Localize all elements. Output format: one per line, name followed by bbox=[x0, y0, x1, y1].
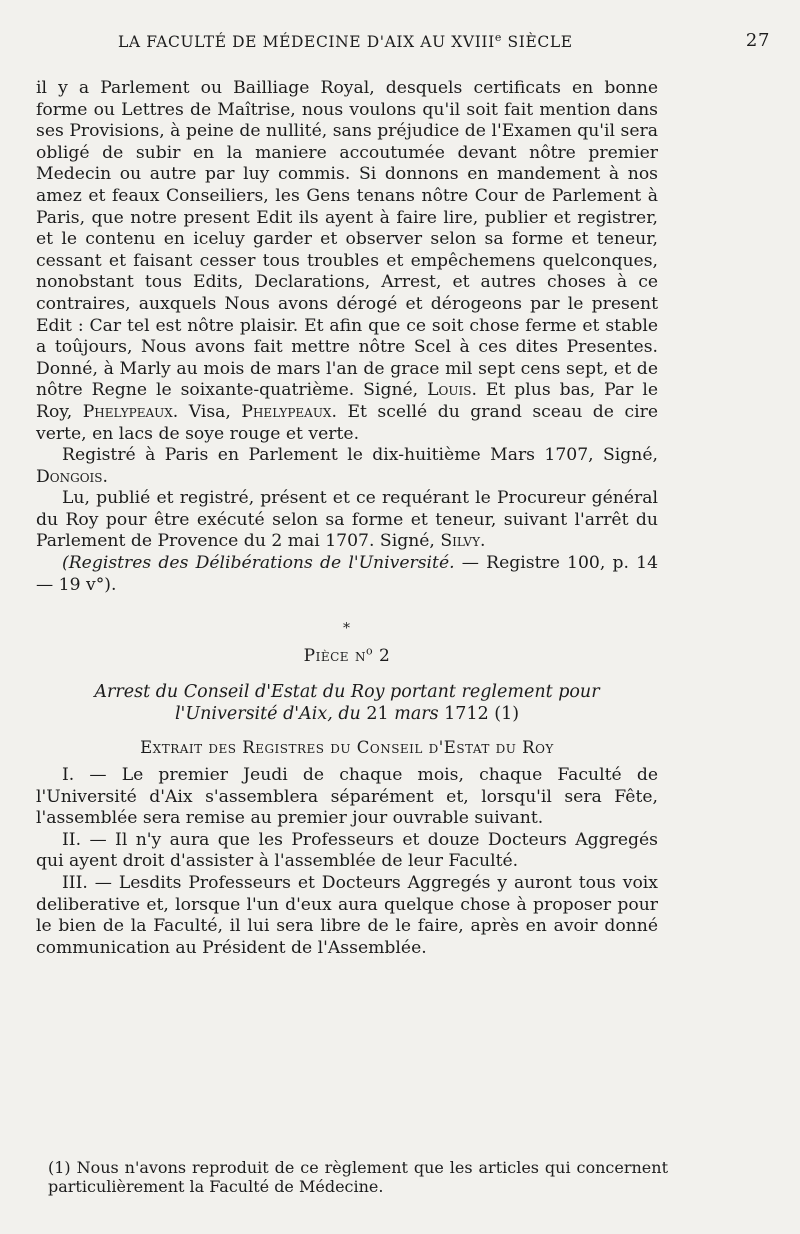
footnote bbox=[48, 1158, 668, 1196]
piece-heading: Pièce $n^o$ 2 bbox=[303, 644, 391, 666]
footnote-text: (1) Nous n'avons reproduit de ce règlement que les articles qui concernent particulièrement la Faculté de Médecine. bbox=[48, 1158, 668, 1196]
edict-closing-paragraph: il y a Parlement ou Bailliage Royal, desquels certificats en bonne forme ou Lettres de Maîtrise, nous voulons qu'il soit fait mention dans ses Provisions, à peine de nullité, sans préjudice de l'Examen qu'il sera obligé de subir en la maniere accoutumée devant nôtre premier Medecin ou autre par luy commis. Si donnons en mandement à nos amez et feaux Conseiliers, les Gens tenans nôtre Cour de Parlement à Paris, que notre present Edit ils ayent à faire lire, publier et registrer, et le contenu en iceluy garder et observer selon sa forme et teneur, cessant et faisant cesser tous troubles et empêchemens quelconques, nonobstant tous Edits, Declarations, Arrest, et autres choses à ce contraires, auxquels Nous avons dérogé et dérogeons par le present Edit : Car tel est nôtre plaisir. Et afin que ce soit chose ferme et stable a toûjours, Nous avons fait mettre nôtre Scel à ces dites Presentes. Donné, à Marly au mois de mars l'an de grace mil sept cens sept, et de nôtre Regne le soixante-quatrième. Signé, Louis. Et plus bas, Par le Roy, Phelypeaux. Visa, Phelypeaux. Et scellé du grand sceau de cire verte, en lacs de soye rouge et verte. bbox=[36, 78, 658, 444]
article-3: III. — Lesdits Professeurs et Docteurs Aggregés y auront tous voix deliberative et, lorsque l'un d'eux aura quelque chose à proposer pour le bien de la Faculté, il lui sera libre de le faire, après en avoir donné communication au Président de l'Assemblée. bbox=[36, 873, 658, 958]
registration-paris: Registré à Paris en Parlement le dix-huitième Mars 1707, Signé, Dongois. bbox=[36, 445, 658, 487]
page-number: 27 bbox=[745, 30, 770, 51]
arrest-title: Arrest du Conseil d'Estat du Roy portant reglement pour l'Université d'Aix, du 21 mars 1712 (1) bbox=[94, 682, 600, 725]
source-reference: (Registres des Délibérations de l'Université. — Registre 100, p. 14 — 19 v°). bbox=[36, 553, 658, 595]
article-1: I. — Le premier Jeudi de chaque mois, chaque Faculté de l'Université d'Aix s'assemblera séparément et, lorsqu'il sera Fête, l'assemblée sera remise au premier jour ouvrable suivant. bbox=[36, 765, 658, 829]
main-text bbox=[36, 78, 658, 959]
registration-provence: Lu, publié et registré, présent et ce requérant le Procureur général du Roy pour être exécuté selon sa forme et teneur, suivant l'arrêt du Parlement de Provence du 2 mai 1707. Signé, Silvy. bbox=[36, 488, 658, 552]
article-2: II. — Il n'y aura que les Professeurs et douze Docteurs Aggregés qui ayent droit d'assister à l'assemblée de leur Faculté. bbox=[36, 829, 658, 872]
extrait-heading: Extrait des Registres du Conseil d'Estat du Roy bbox=[140, 738, 554, 758]
running-head bbox=[110, 30, 770, 58]
section-ornament: ⁎ bbox=[343, 616, 351, 633]
running-title: LA FACULTÉ DE MÉDECINE D'AIX AU XVIIIe SIÈCLE bbox=[118, 30, 573, 51]
